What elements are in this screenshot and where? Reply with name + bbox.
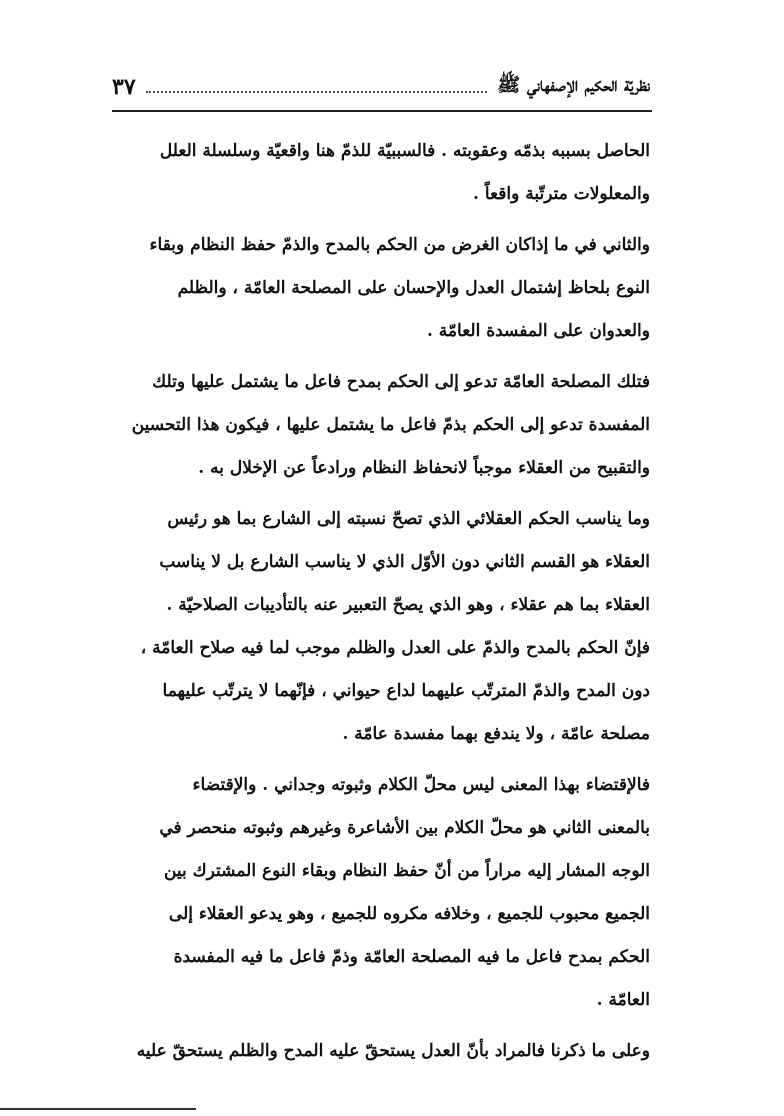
text-line: فتلك المصلحة العامّة تدعو إلى الحكم بمدح فاعل ما يشتمل عليها وتلك <box>152 372 650 392</box>
text-line: فالإقتضاء بهذا المعنى ليس محلّ الكلام وثبوته وجداني . والإقتضاء <box>192 775 650 795</box>
running-title: نظريّة الحكيم الإصفهاني ﷺ <box>497 74 650 96</box>
text-line: وعلى ما ذكرنا فالمراد بأنّ العدل يستحقّ عليه المدح والظلم يستحقّ عليه <box>136 1041 650 1061</box>
text-line: الحكم بمدح فاعل ما فيه المصلحة العامّة وذمّ فاعل ما فيه المفسدة <box>173 947 650 967</box>
text-line: دون المدح والذمّ المترتّب عليهما لداع حيواني ، فإنّهما لا يترتّب عليهما <box>162 681 650 701</box>
text-line: النوع بلحاظ إشتمال العدل والإحسان على المصلحة العامّة ، والظلم <box>177 278 650 298</box>
footer-rule <box>0 1108 196 1110</box>
text-line: العقلاء بما هم عقلاء ، وهو الذي يصحّ التعبير عنه بالتأديبات الصلاحيّة . <box>166 595 650 615</box>
paragraph-5 <box>114 764 650 1022</box>
page-number: ٣٧ <box>112 74 136 100</box>
running-header <box>112 72 650 102</box>
text-line: والتقبيح من العقلاء موجباً لانحفاظ النظام ورادعاً عن الإخلال به . <box>198 458 650 478</box>
page-body <box>114 130 650 1081</box>
text-line: بالمعنى الثاني هو محلّ الكلام بين الأشاعرة وغيرهم وثبوته منحصر في <box>159 818 650 838</box>
text-line: العامّة . <box>596 990 650 1010</box>
paragraph-6 <box>114 1030 650 1073</box>
paragraph-2 <box>114 224 650 353</box>
text-line: مصلحة عامّة ، ولا يندفع بهما مفسدة عامّة . <box>342 724 650 744</box>
text-line: والعدوان على المفسدة العامّة . <box>426 321 650 341</box>
text-line: والثاني في ما إذاكان الغرض من الحكم بالمدح والذمّ حفظ النظام وبقاء <box>149 235 650 255</box>
text-line: الوجه المشار إليه مراراً من أنّ حفظ النظام وبقاء النوع المشترك بين <box>163 861 650 881</box>
text-line: الجميع محبوب للجميع ، وخلافه مكروه للجميع ، وهو يدعو العقلاء إلى <box>168 904 650 924</box>
dot-leader <box>146 91 488 93</box>
text-line: فإنّ الحكم بالمدح والذمّ على العدل والظلم موجب لما فيه صلاح العامّة ، <box>140 638 650 658</box>
text-line: المفسدة تدعو إلى الحكم بذمّ فاعل ما يشتمل عليها ، فيكون هذا التحسين <box>131 415 650 435</box>
paragraph-4 <box>114 498 650 756</box>
paragraph-1 <box>114 130 650 216</box>
paragraph-3 <box>114 361 650 490</box>
text-line: الحاصل بسببه بذمّه وعقوبته . فالسببيّة للذمّ هنا واقعيّة وسلسلة العلل <box>159 141 650 161</box>
text-line: وما يناسب الحكم العقلائي الذي تصحّ نسبته إلى الشارع بما هو رئيس <box>167 509 650 529</box>
text-line: والمعلولات مترتّبة واقعاً . <box>473 184 650 204</box>
header-rule <box>112 110 652 112</box>
text-line: العقلاء هو القسم الثاني دون الأوّل الذي لا يناسب الشارع بل لا يناسب <box>159 552 650 572</box>
